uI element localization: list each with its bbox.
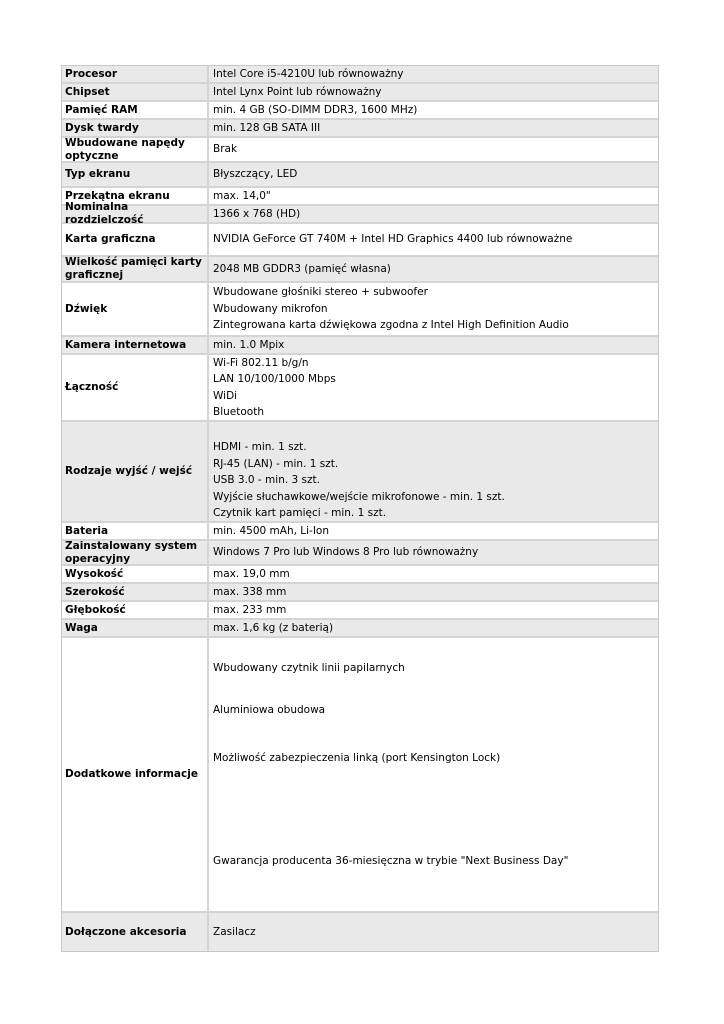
spec-value-line: Wbudowany mikrofon <box>213 302 328 315</box>
spec-row <box>62 120 658 138</box>
spec-value: min. 1.0 Mpix <box>209 337 658 353</box>
spec-label: Dołączone akcesoria <box>62 913 209 951</box>
spec-label: Kamera internetowa <box>62 337 209 353</box>
spec-value: min. 128 GB SATA III <box>209 120 658 136</box>
spec-label: Wbudowane napędy optyczne <box>62 138 209 161</box>
specification-table <box>61 65 659 952</box>
spec-row <box>62 257 658 283</box>
spec-row <box>62 355 658 422</box>
spec-row <box>62 541 658 566</box>
spec-value-line: Zintegrowana karta dźwiękowa zgodna z Intel High Definition Audio <box>213 319 569 332</box>
spec-value: min. 4500 mAh, Li-Ion <box>213 524 330 537</box>
spec-row <box>62 224 658 257</box>
spec-value-line: Gwarancja producenta 36-miesięczna w trybie "Next Business Day" <box>213 855 569 867</box>
spec-value: max. 19,0 mm <box>213 567 290 580</box>
spec-value: NVIDIA GeForce GT 740M + Intel HD Graphics 4400 lub równoważne <box>213 233 573 245</box>
spec-row <box>62 337 658 355</box>
spec-row <box>62 283 658 337</box>
spec-value-line: Wbudowane głośniki stereo + subwoofer <box>213 286 428 299</box>
spec-value: Zasilacz <box>209 913 658 951</box>
spec-value-line: Wyjście słuchawkowe/wejście mikrofonowe - min. 1 szt. <box>213 490 505 503</box>
spec-value: max. 338 mm <box>209 584 658 600</box>
spec-label: Nominalna rozdzielczość <box>62 206 209 222</box>
spec-value-line: Aluminiowa obudowa <box>213 704 326 716</box>
spec-label: Pamięć RAM <box>62 102 209 118</box>
spec-label: Typ ekranu <box>62 163 209 186</box>
spec-label: Przekątna ekranu <box>62 188 209 204</box>
spec-label: Dźwięk <box>62 283 209 335</box>
spec-value-line: Wi-Fi 802.11 b/g/n <box>213 356 309 369</box>
spec-value-line: Możliwość zabezpieczenia linką (port Kensington Lock) <box>213 752 501 764</box>
spec-value <box>209 638 658 911</box>
spec-row <box>62 566 658 584</box>
spec-row <box>62 523 658 541</box>
spec-value-line: Bluetooth <box>213 406 264 418</box>
spec-label: Waga <box>62 620 209 636</box>
spec-row <box>62 163 658 188</box>
spec-label: Zainstalowany system operacyjny <box>62 541 209 564</box>
spec-label: Bateria <box>62 523 209 539</box>
spec-row <box>62 201 658 226</box>
spec-value-line: Czytnik kart pamięci - min. 1 szt. <box>213 507 387 519</box>
spec-value: max. 1,6 kg (z baterią) <box>209 620 658 636</box>
spec-row <box>62 422 658 523</box>
spec-label: Wysokość <box>62 566 209 582</box>
spec-row <box>62 138 658 163</box>
spec-label: Dodatkowe informacje <box>62 638 209 911</box>
spec-value: 1366 x 768 (HD) <box>209 206 658 222</box>
spec-value: Brak <box>213 143 238 155</box>
spec-value: Intel Core i5-4210U lub równoważny <box>209 66 658 82</box>
spec-row <box>62 913 658 951</box>
spec-label: Rodzaje wyjść / wejść <box>62 422 209 521</box>
spec-label: Dysk twardy <box>62 120 209 136</box>
spec-label: Szerokość <box>62 584 209 600</box>
spec-value: max. 14,0" <box>213 189 271 202</box>
spec-value-line: HDMI - min. 1 szt. <box>213 441 307 453</box>
spec-value-line: USB 3.0 - min. 3 szt. <box>213 474 320 486</box>
spec-row <box>62 66 658 84</box>
spec-row <box>62 620 658 638</box>
spec-value-line: WiDi <box>213 389 238 402</box>
spec-row <box>62 638 658 913</box>
spec-label: Łączność <box>62 355 209 420</box>
spec-value: Błyszczący, LED <box>209 163 658 186</box>
spec-label: Chipset <box>62 84 209 100</box>
spec-row <box>62 84 658 102</box>
spec-row <box>62 602 658 620</box>
spec-row <box>62 102 658 120</box>
spec-label: Procesor <box>62 66 209 82</box>
spec-row <box>62 584 658 602</box>
spec-value-line: LAN 10/100/1000 Mbps <box>213 373 336 385</box>
spec-value-line: RJ-45 (LAN) - min. 1 szt. <box>213 457 339 470</box>
spec-value: min. 4 GB (SO-DIMM DDR3, 1600 MHz) <box>213 103 418 116</box>
spec-value: Windows 7 Pro lub Windows 8 Pro lub równoważny <box>209 541 658 564</box>
spec-label: Karta graficzna <box>62 224 209 255</box>
spec-value: Intel Lynx Point lub równoważny <box>209 84 658 100</box>
spec-value-line: Wbudowany czytnik linii papilarnych <box>213 662 405 674</box>
spec-value: max. 233 mm <box>213 603 287 616</box>
spec-value: 2048 MB GDDR3 (pamięć własna) <box>209 257 658 281</box>
spec-value <box>209 283 658 335</box>
spec-label: Wielkość pamięci karty graficznej <box>62 257 209 281</box>
spec-label: Głębokość <box>62 602 209 618</box>
spec-value <box>209 355 658 420</box>
spec-value <box>209 422 658 521</box>
